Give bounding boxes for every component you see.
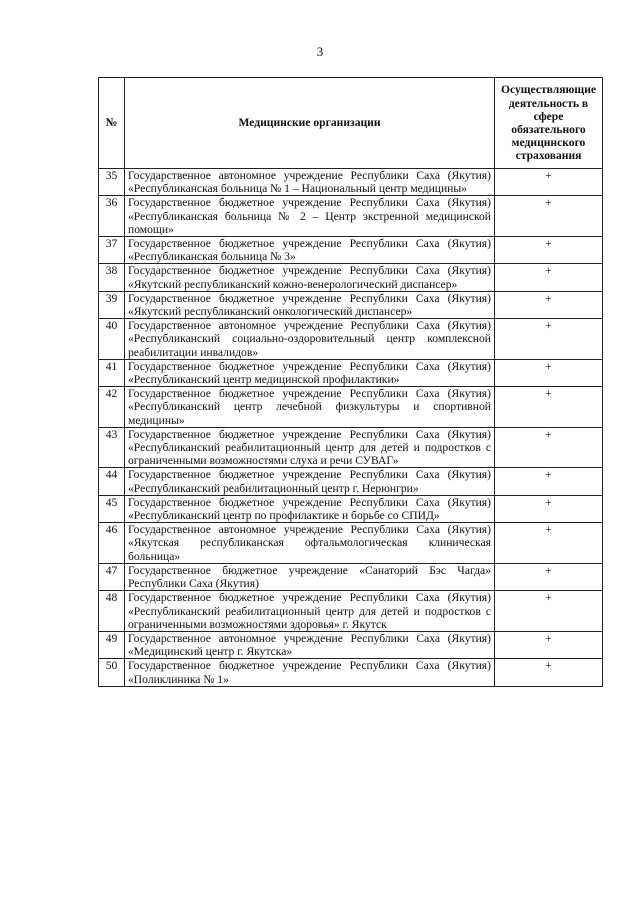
row-number-cell: 37 bbox=[99, 237, 125, 264]
page-number: 3 bbox=[316, 44, 324, 59]
insurance-mark-cell: + bbox=[495, 563, 603, 590]
row-number-cell: 46 bbox=[99, 523, 125, 564]
medical-organizations-table bbox=[98, 77, 603, 687]
row-number-cell: 45 bbox=[99, 495, 125, 522]
table-row bbox=[99, 427, 603, 468]
insurance-mark-cell: + bbox=[495, 659, 603, 686]
header-insurance: Осуществляющие деятельность в сфере обязательного медицинского страхования bbox=[495, 78, 603, 169]
insurance-mark-cell: + bbox=[495, 427, 603, 468]
organization-name-cell: Государственное бюджетное учреждение «Санаторий Бэс Чагда» Республики Саха (Якутия) bbox=[125, 563, 495, 590]
organization-name-cell: Государственное автономное учреждение Республики Саха (Якутия) «Якутская республиканская офтальмологическая клиническая больница» bbox=[125, 523, 495, 564]
table-row bbox=[99, 291, 603, 318]
insurance-mark-cell: + bbox=[495, 169, 603, 196]
organization-name-cell: Государственное бюджетное учреждение Республики Саха (Якутия) «Республиканский реабилитационный центр г. Нерюнгри» bbox=[125, 468, 495, 495]
header-number: № bbox=[99, 78, 125, 169]
row-number-cell: 47 bbox=[99, 563, 125, 590]
row-number-cell: 42 bbox=[99, 387, 125, 428]
table-row bbox=[99, 659, 603, 686]
row-number-cell: 38 bbox=[99, 264, 125, 291]
insurance-mark-cell: + bbox=[495, 495, 603, 522]
row-number-cell: 44 bbox=[99, 468, 125, 495]
organization-name-cell: Государственное бюджетное учреждение Республики Саха (Якутия) «Якутский республиканский онкологический диспансер» bbox=[125, 291, 495, 318]
table-row bbox=[99, 563, 603, 590]
table-body bbox=[99, 169, 603, 687]
insurance-mark-cell: + bbox=[495, 319, 603, 360]
row-number-cell: 48 bbox=[99, 591, 125, 632]
organization-name-cell: Государственное бюджетное учреждение Республики Саха (Якутия) «Республиканский реабилитационный центр для детей и подростков с ограниченными возможностями здоровья» г. Якутск bbox=[125, 591, 495, 632]
insurance-mark-cell: + bbox=[495, 237, 603, 264]
organization-name-cell: Государственное бюджетное учреждение Республики Саха (Якутия) «Республиканская больница № 3» bbox=[125, 237, 495, 264]
table-row bbox=[99, 196, 603, 237]
organization-name-cell: Государственное бюджетное учреждение Республики Саха (Якутия) «Республиканский реабилитационный центр для детей и подростков с ограниченными возможностями слуха и речи СУВАГ» bbox=[125, 427, 495, 468]
table-header-row bbox=[99, 78, 603, 169]
organization-name-cell: Государственное автономное учреждение Республики Саха (Якутия) «Республиканская больница № 1 – Национальный центр медицины» bbox=[125, 169, 495, 196]
organization-name-cell: Государственное бюджетное учреждение Республики Саха (Якутия) «Республиканский центр по профилактике и борьбе со СПИД» bbox=[125, 495, 495, 522]
insurance-mark-cell: + bbox=[495, 631, 603, 658]
organization-name-cell: Государственное бюджетное учреждение Республики Саха (Якутия) «Якутский республиканский кожно-венерологический диспансер» bbox=[125, 264, 495, 291]
table-row bbox=[99, 359, 603, 386]
table-row bbox=[99, 237, 603, 264]
insurance-mark-cell: + bbox=[495, 359, 603, 386]
header-organizations: Медицинские организации bbox=[125, 78, 495, 169]
table-row bbox=[99, 591, 603, 632]
row-number-cell: 40 bbox=[99, 319, 125, 360]
insurance-mark-cell: + bbox=[495, 387, 603, 428]
organization-name-cell: Государственное бюджетное учреждение Республики Саха (Якутия) «Республиканский центр медицинской профилактики» bbox=[125, 359, 495, 386]
table-row bbox=[99, 468, 603, 495]
row-number-cell: 49 bbox=[99, 631, 125, 658]
table-row bbox=[99, 169, 603, 196]
table-row bbox=[99, 387, 603, 428]
row-number-cell: 39 bbox=[99, 291, 125, 318]
table-row bbox=[99, 631, 603, 658]
row-number-cell: 50 bbox=[99, 659, 125, 686]
table-row bbox=[99, 523, 603, 564]
row-number-cell: 36 bbox=[99, 196, 125, 237]
row-number-cell: 43 bbox=[99, 427, 125, 468]
insurance-mark-cell: + bbox=[495, 591, 603, 632]
insurance-mark-cell: + bbox=[495, 264, 603, 291]
insurance-mark-cell: + bbox=[495, 468, 603, 495]
organization-name-cell: Государственное бюджетное учреждение Республики Саха (Якутия) «Республиканская больница № 2 – Центр экстренной медицинской помощи» bbox=[125, 196, 495, 237]
organization-name-cell: Государственное бюджетное учреждение Республики Саха (Якутия) «Республиканский центр лечебной физкультуры и спортивной медицины» bbox=[125, 387, 495, 428]
organization-name-cell: Государственное бюджетное учреждение Республики Саха (Якутия) «Поликлиника № 1» bbox=[125, 659, 495, 686]
table-row bbox=[99, 319, 603, 360]
organization-name-cell: Государственное автономное учреждение Республики Саха (Якутия) «Республиканский социально-оздоровительный центр комплексной реабилитации инвалидов» bbox=[125, 319, 495, 360]
row-number-cell: 35 bbox=[99, 169, 125, 196]
organization-name-cell: Государственное автономное учреждение Республики Саха (Якутия) «Медицинский центр г. Якутска» bbox=[125, 631, 495, 658]
table-row bbox=[99, 264, 603, 291]
insurance-mark-cell: + bbox=[495, 291, 603, 318]
table-row bbox=[99, 495, 603, 522]
row-number-cell: 41 bbox=[99, 359, 125, 386]
insurance-mark-cell: + bbox=[495, 523, 603, 564]
insurance-mark-cell: + bbox=[495, 196, 603, 237]
